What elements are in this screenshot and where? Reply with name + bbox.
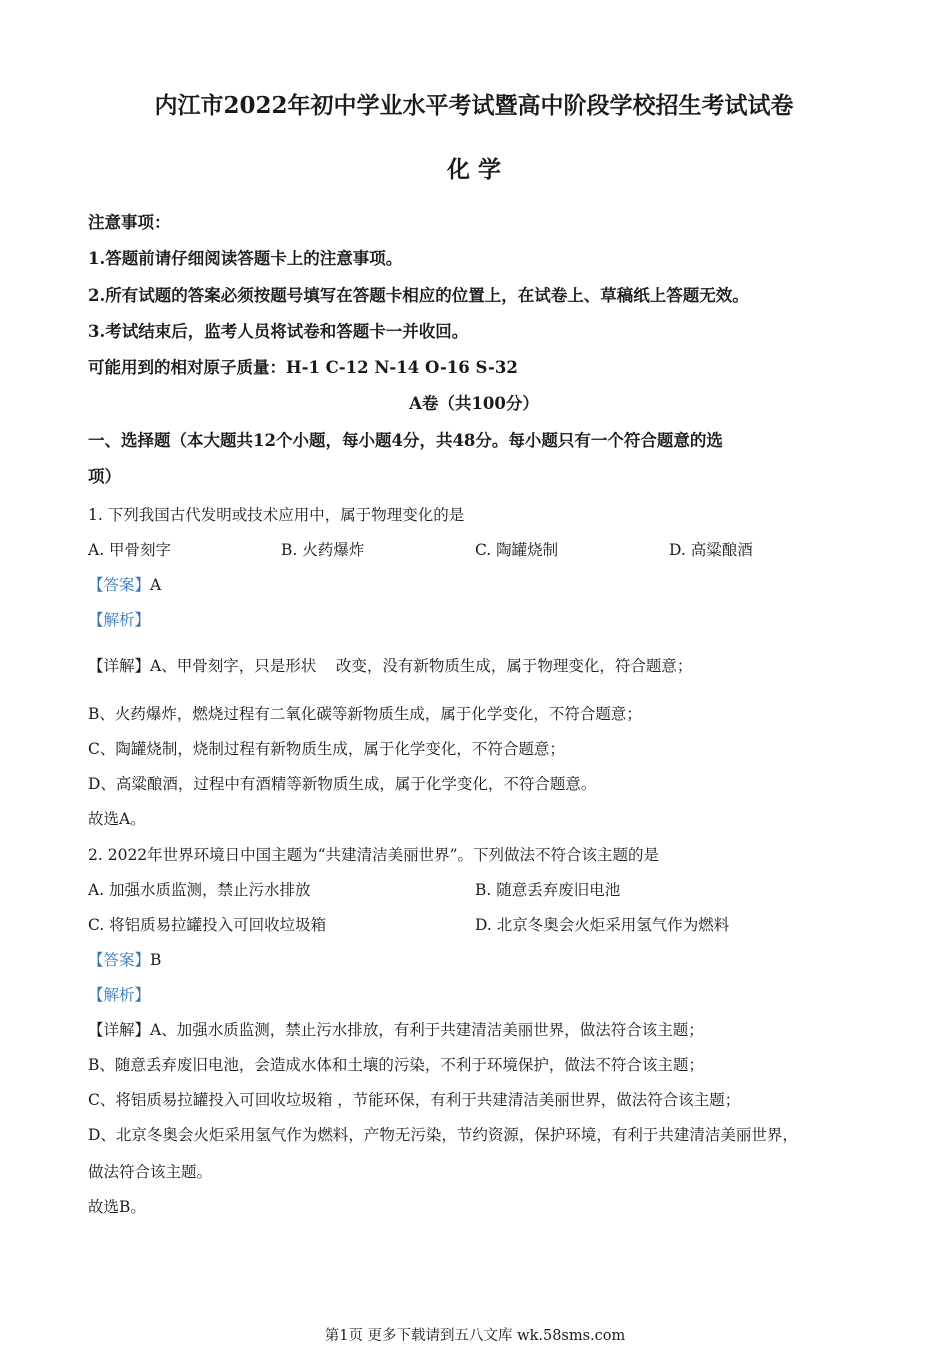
question-2-option-c: C. 将铝质易拉罐投入可回收垃圾箱	[88, 916, 327, 934]
question-1-analysis-tag: 【解析】	[88, 611, 151, 629]
question-1-detail-2: B、火药爆炸，燃烧过程有二氧化碳等新物质生成，属于化学变化，不符合题意；	[88, 705, 642, 723]
question-1-stem: 1. 下列我国古代发明或技术应用中，属于物理变化的是	[88, 506, 465, 524]
notice-item-3: 3.考试结束后，监考人员将试卷和答题卡一并收回。	[88, 322, 469, 341]
question-2-detail-1: 【详解】A、加强水质监测，禁止污水排放，有利于共建清洁美丽世界，做法符合该主题；	[88, 1021, 704, 1039]
answer-tag: 【答案】	[88, 951, 151, 969]
question-2-answer	[88, 950, 161, 970]
question-1-detail-4: D、高粱酿酒，过程中有酒精等新物质生成，属于化学变化，不符合题意。	[88, 775, 597, 793]
paper-a-title: A卷（共100分）	[409, 394, 539, 413]
question-2-option-b: B. 随意丢弃废旧电池	[475, 881, 621, 899]
page-footer: 第1页 更多下载请到五八文库 wk.58sms.com	[324, 1328, 626, 1344]
question-1-conclusion: 故选A。	[88, 810, 146, 828]
question-1-option-a: A. 甲骨刻字	[88, 541, 172, 559]
question-1-detail-3: C、陶罐烧制，烧制过程有新物质生成，属于化学变化，不符合题意；	[88, 740, 565, 758]
question-1-detail-1: 【详解】A、甲骨刻字，只是形状 改变，没有新物质生成，属于物理变化，符合题意；	[88, 657, 693, 675]
notice-item-1: 1.答题前请仔细阅读答题卡上的注意事项。	[88, 249, 403, 268]
question-2-analysis-tag: 【解析】	[88, 986, 151, 1004]
question-1-option-c: C. 陶罐烧制	[475, 541, 559, 559]
subject-title: 化 学	[446, 156, 501, 183]
question-2-detail-5: 做法符合该主题。	[88, 1163, 213, 1181]
exam-title: 内江市2022年初中学业水平考试暨高中阶段学校招生考试试卷	[154, 92, 794, 119]
question-2-option-d: D. 北京冬奥会火炬采用氢气作为燃料	[475, 916, 730, 934]
question-2-detail-4: D、北京冬奥会火炬采用氢气作为燃料，产物无污染，节约资源，保护环境，有利于共建清洁美丽世界，	[88, 1126, 798, 1144]
notice-item-2: 2.所有试题的答案必须按题号填写在答题卡相应的位置上，在试卷上、草稿纸上答题无效。	[88, 286, 749, 305]
question-2-conclusion: 故选B。	[88, 1198, 146, 1216]
question-2-option-a: A. 加强水质监测，禁止污水排放	[88, 881, 311, 899]
notice-heading: 注意事项：	[88, 213, 171, 232]
answer-value: A	[150, 576, 162, 594]
question-1-option-b: B. 火药爆炸	[281, 541, 365, 559]
atomic-mass-line: 可能用到的相对原子质量：H-1 C-12 N-14 O-16 S-32	[88, 358, 518, 377]
question-2-stem: 2. 2022年世界环境日中国主题为“共建清洁美丽世界”。下列做法不符合该主题的是	[88, 846, 660, 864]
question-1-option-d: D. 高粱酿酒	[669, 541, 753, 559]
question-2-detail-3: C、将铝质易拉罐投入可回收垃圾箱 ，节能环保，有利于共建清洁美丽世界，做法符合该主题；	[88, 1091, 741, 1109]
question-2-detail-2: B、随意丢弃废旧电池，会造成水体和土壤的污染，不利于环境保护，做法不符合该主题；	[88, 1056, 704, 1074]
part-one-title: 一、选择题（本大题共12个小题，每小题4分，共48分。每小题只有一个符合题意的选	[88, 431, 723, 450]
answer-value: B	[150, 951, 162, 969]
part-one-title-cont: 项）	[88, 467, 121, 486]
question-1-answer	[88, 575, 161, 595]
answer-tag: 【答案】	[88, 576, 151, 594]
